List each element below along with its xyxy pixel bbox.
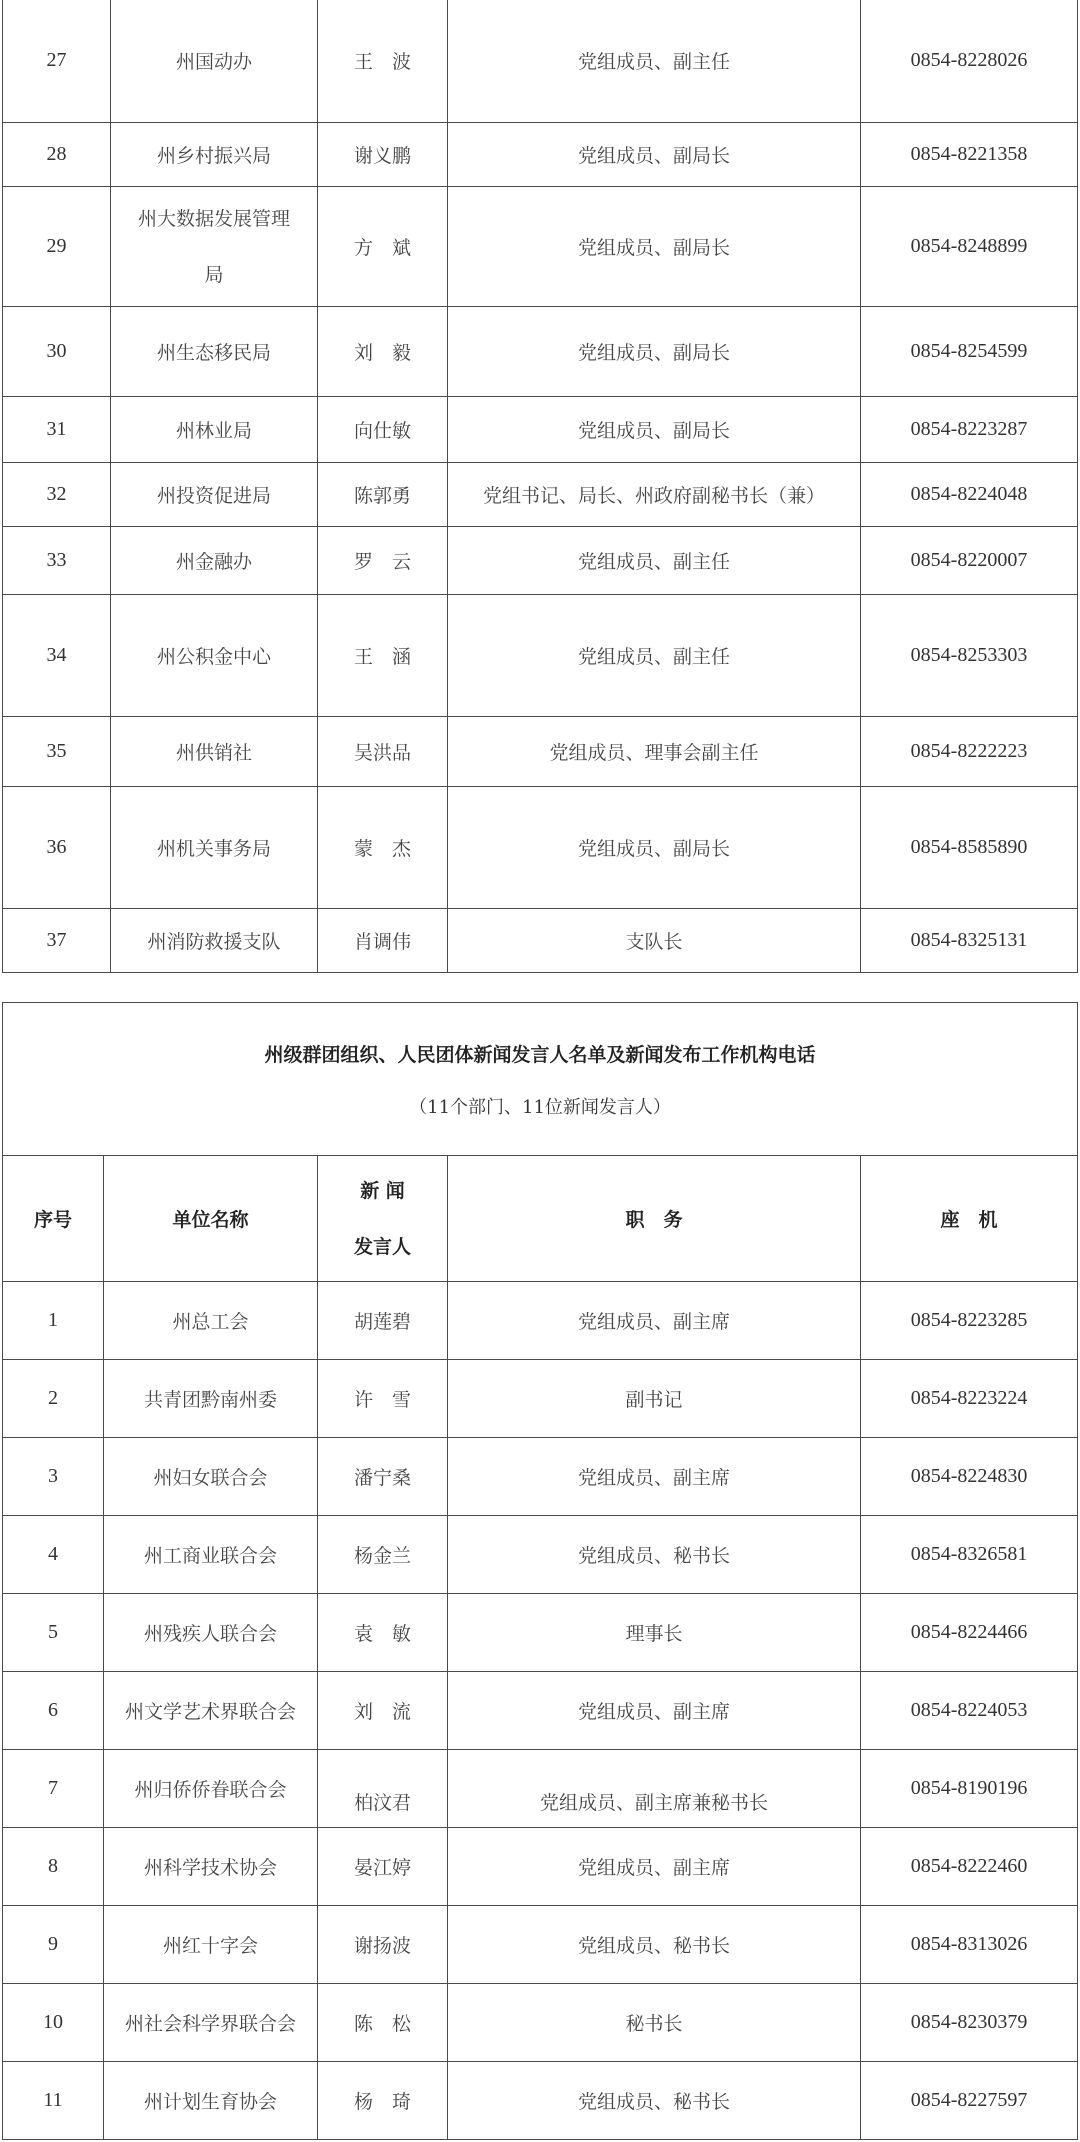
position: 秘书长 <box>448 1984 861 2062</box>
table-title-cell <box>3 1003 1078 1156</box>
table-row <box>3 1438 1078 1516</box>
table-row <box>3 1750 1078 1828</box>
phone-number: 0854-8224048 <box>861 463 1078 527</box>
row-number: 4 <box>3 1516 104 1594</box>
unit-name: 州计划生育协会 <box>104 2062 318 2140</box>
unit-name: 州残疾人联合会 <box>104 1594 318 1672</box>
spokesperson-name: 谢义鹏 <box>318 123 448 187</box>
unit-name: 州供销社 <box>111 717 318 787</box>
table-row <box>3 1594 1078 1672</box>
table-title: 州级群团组织、人民团体新闻发言人名单及新闻发布工作机构电话 <box>264 1043 816 1066</box>
spokesperson-name: 杨 琦 <box>318 2062 448 2140</box>
row-number: 34 <box>3 595 111 717</box>
spokesperson-name: 方 斌 <box>318 187 448 307</box>
position: 党组成员、副局长 <box>448 187 861 307</box>
position: 党组成员、秘书长 <box>448 2062 861 2140</box>
position: 党组成员、副主席 <box>448 1282 861 1360</box>
table-row <box>3 307 1078 397</box>
department-spokesperson-table-continued <box>2 0 1078 973</box>
row-number: 11 <box>3 2062 104 2140</box>
phone-number: 0854-8223287 <box>861 397 1078 463</box>
position: 党组成员、副局长 <box>448 787 861 909</box>
phone-number: 0854-8253303 <box>861 595 1078 717</box>
table-row <box>3 1282 1078 1360</box>
table-row <box>3 595 1078 717</box>
row-number: 3 <box>3 1438 104 1516</box>
unit-name: 州工商业联合会 <box>104 1516 318 1594</box>
table-subtitle: （11个部门、11位新闻发言人） <box>409 1096 671 1118</box>
table-header-row <box>3 1156 1078 1282</box>
unit-name: 州科学技术协会 <box>104 1828 318 1906</box>
position: 党组成员、副主任 <box>448 595 861 717</box>
unit-name: 州公积金中心 <box>111 595 318 717</box>
spokesperson-name: 王 涵 <box>318 595 448 717</box>
row-number: 33 <box>3 527 111 595</box>
phone-number: 0854-8224466 <box>861 1594 1078 1672</box>
phone-number: 0854-8220007 <box>861 527 1078 595</box>
position: 副书记 <box>448 1360 861 1438</box>
phone-number: 0854-8227597 <box>861 2062 1078 2140</box>
header-spokesperson-line-2: 发言人 <box>353 1235 411 1258</box>
row-number: 6 <box>3 1672 104 1750</box>
position: 党组成员、副主席 <box>448 1672 861 1750</box>
spokesperson-name: 刘 流 <box>318 1672 448 1750</box>
table-row <box>3 787 1078 909</box>
spokesperson-name: 杨金兰 <box>318 1516 448 1594</box>
position: 党组成员、副局长 <box>448 397 861 463</box>
position: 党组成员、副局长 <box>448 123 861 187</box>
unit-name: 州红十字会 <box>104 1906 318 1984</box>
table-row <box>3 1906 1078 1984</box>
row-number: 29 <box>3 187 111 307</box>
phone-number: 0854-8224053 <box>861 1672 1078 1750</box>
phone-number: 0854-8230379 <box>861 1984 1078 2062</box>
table-row <box>3 0 1078 123</box>
position: 党组成员、秘书长 <box>448 1906 861 1984</box>
unit-name <box>111 187 318 307</box>
table-row <box>3 527 1078 595</box>
table-row <box>3 909 1078 973</box>
row-number: 2 <box>3 1360 104 1438</box>
position: 党组成员、副主任 <box>448 527 861 595</box>
spokesperson-name: 柏汶君 <box>318 1750 448 1828</box>
unit-name-line-2: 局 <box>204 263 224 286</box>
phone-number: 0854-8222460 <box>861 1828 1078 1906</box>
position: 党组成员、副局长 <box>448 307 861 397</box>
spokesperson-name: 罗 云 <box>318 527 448 595</box>
header-phone: 座 机 <box>861 1156 1078 1282</box>
unit-name: 州机关事务局 <box>111 787 318 909</box>
row-number: 8 <box>3 1828 104 1906</box>
unit-name: 州社会科学界联合会 <box>104 1984 318 2062</box>
phone-number: 0854-8223285 <box>861 1282 1078 1360</box>
row-number: 7 <box>3 1750 104 1828</box>
phone-number: 0854-8223224 <box>861 1360 1078 1438</box>
spokesperson-name: 刘 毅 <box>318 307 448 397</box>
spokesperson-name: 吴洪品 <box>318 717 448 787</box>
unit-name: 州乡村振兴局 <box>111 123 318 187</box>
unit-name: 州消防救援支队 <box>111 909 318 973</box>
spokesperson-name: 晏江婷 <box>318 1828 448 1906</box>
row-number: 9 <box>3 1906 104 1984</box>
unit-name-line-1: 州大数据发展管理 <box>137 207 290 230</box>
header-spokesperson-line-1: 新 闻 <box>360 1179 405 1202</box>
table-row <box>3 1516 1078 1594</box>
table-title-row <box>3 1003 1078 1156</box>
table-row <box>3 717 1078 787</box>
position: 理事长 <box>448 1594 861 1672</box>
table-row <box>3 123 1078 187</box>
row-number: 5 <box>3 1594 104 1672</box>
row-number: 36 <box>3 787 111 909</box>
position: 党组成员、秘书长 <box>448 1516 861 1594</box>
unit-name: 州妇女联合会 <box>104 1438 318 1516</box>
spokesperson-name: 陈 松 <box>318 1984 448 2062</box>
phone-number: 0854-8585890 <box>861 787 1078 909</box>
phone-number: 0854-8248899 <box>861 187 1078 307</box>
table-row <box>3 1672 1078 1750</box>
unit-name: 州投资促进局 <box>111 463 318 527</box>
spokesperson-name: 向仕敏 <box>318 397 448 463</box>
phone-number: 0854-8254599 <box>861 307 1078 397</box>
header-no: 序号 <box>3 1156 104 1282</box>
phone-number: 0854-8326581 <box>861 1516 1078 1594</box>
unit-name: 州生态移民局 <box>111 307 318 397</box>
unit-name: 州林业局 <box>111 397 318 463</box>
phone-number: 0854-8222223 <box>861 717 1078 787</box>
unit-name: 共青团黔南州委 <box>104 1360 318 1438</box>
phone-number: 0854-8224830 <box>861 1438 1078 1516</box>
row-number: 1 <box>3 1282 104 1360</box>
spokesperson-name: 肖调伟 <box>318 909 448 973</box>
position: 党组成员、副主席 <box>448 1438 861 1516</box>
table-row <box>3 187 1078 307</box>
unit-name: 州国动办 <box>111 0 318 123</box>
spokesperson-name: 潘宁桑 <box>318 1438 448 1516</box>
position: 党组书记、局长、州政府副秘书长（兼） <box>448 463 861 527</box>
row-number: 10 <box>3 1984 104 2062</box>
header-position: 职 务 <box>448 1156 861 1282</box>
spokesperson-name: 许 雪 <box>318 1360 448 1438</box>
phone-number: 0854-8228026 <box>861 0 1078 123</box>
spokesperson-name: 陈郭勇 <box>318 463 448 527</box>
row-number: 37 <box>3 909 111 973</box>
position: 党组成员、副主任 <box>448 0 861 123</box>
row-number: 27 <box>3 0 111 123</box>
spokesperson-name: 王 波 <box>318 0 448 123</box>
position: 党组成员、理事会副主任 <box>448 717 861 787</box>
position: 党组成员、副主席 <box>448 1828 861 1906</box>
phone-number: 0854-8313026 <box>861 1906 1078 1984</box>
group-organizations-spokesperson-table <box>2 1002 1078 2140</box>
spokesperson-name: 胡莲碧 <box>318 1282 448 1360</box>
table-row <box>3 1360 1078 1438</box>
row-number: 30 <box>3 307 111 397</box>
phone-number: 0854-8190196 <box>861 1750 1078 1828</box>
phone-number: 0854-8325131 <box>861 909 1078 973</box>
phone-number: 0854-8221358 <box>861 123 1078 187</box>
row-number: 32 <box>3 463 111 527</box>
unit-name: 州归侨侨眷联合会 <box>104 1750 318 1828</box>
row-number: 31 <box>3 397 111 463</box>
row-number: 28 <box>3 123 111 187</box>
unit-name: 州文学艺术界联合会 <box>104 1672 318 1750</box>
spokesperson-name: 蒙 杰 <box>318 787 448 909</box>
table-row <box>3 1984 1078 2062</box>
position: 支队长 <box>448 909 861 973</box>
table-row <box>3 1828 1078 1906</box>
spokesperson-name: 袁 敏 <box>318 1594 448 1672</box>
spokesperson-name: 谢扬波 <box>318 1906 448 1984</box>
unit-name: 州总工会 <box>104 1282 318 1360</box>
header-unit: 单位名称 <box>104 1156 318 1282</box>
table-row <box>3 2062 1078 2140</box>
table-row <box>3 463 1078 527</box>
position: 党组成员、副主席兼秘书长 <box>448 1750 861 1828</box>
unit-name: 州金融办 <box>111 527 318 595</box>
table-row <box>3 397 1078 463</box>
header-spokesperson <box>318 1156 448 1282</box>
row-number: 35 <box>3 717 111 787</box>
